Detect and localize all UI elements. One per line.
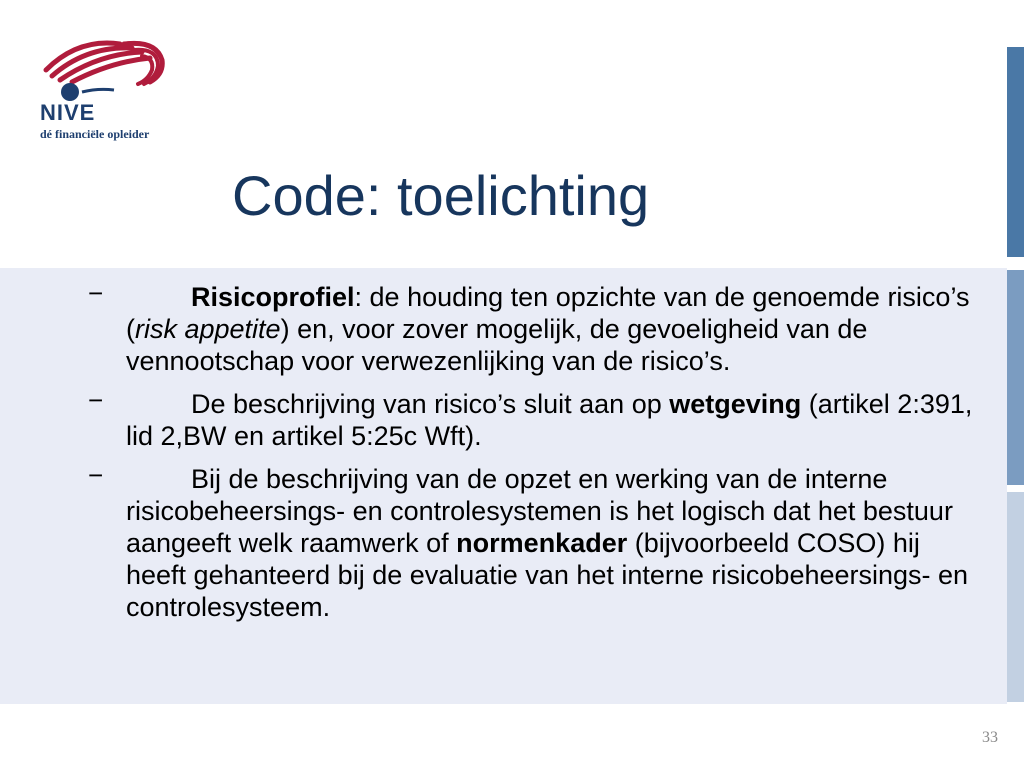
bullet-text: Bij de beschrijving van de opzet en werking van de interne risicobeheersings- en controlesystemen is het logisch dat het bestuur aangeeft welk raamwerk of	[126, 464, 953, 558]
decorative-bar-bottom	[1007, 492, 1024, 702]
nive-logo	[38, 30, 178, 145]
bullet-italic-term: risk appetite	[135, 314, 281, 344]
bullet-bold-term: normenkader	[456, 528, 628, 558]
slide-title: Code: toelichting	[232, 164, 650, 227]
logo-wordmark: NIVE	[40, 100, 96, 125]
bullet-text: (artikel 2:391, lid 2,BW en artikel 5:25c Wft).	[126, 389, 973, 451]
bullet-list	[0, 278, 1000, 634]
logo-tagline: dé financiële opleider	[40, 127, 150, 141]
bullet-text: : de houding ten opzichte van de genoemde risico’s (	[126, 282, 970, 344]
decorative-bar-middle	[1007, 270, 1024, 485]
bullet-dash: −	[88, 460, 104, 490]
nive-swirl-emblem	[38, 30, 178, 110]
bullet-dash: −	[88, 385, 104, 415]
bullet-text: ) en, voor zover mogelijk, de gevoeligheid van de vennootschap voor verwezenlijking van de risico’s.	[126, 314, 868, 376]
bullet-item-normenkader	[0, 460, 1000, 623]
decorative-bar-top	[1007, 47, 1024, 257]
bullet-text: (bijvoorbeeld COSO) hij heeft gehanteerd bij de evaluatie van het interne risicobeheersings- en controlesysteem.	[126, 528, 969, 622]
bullet-text: De beschrijving van risico’s sluit aan op	[191, 389, 670, 419]
bullet-bold-term: wetgeving	[669, 389, 802, 419]
bullet-bold-term: Risicoprofiel	[191, 282, 355, 312]
bullet-item-risicoprofiel	[0, 278, 1000, 377]
bullet-item-wetgeving	[0, 385, 1000, 452]
page-number: 33	[982, 729, 998, 746]
bullet-dash: −	[88, 278, 104, 308]
